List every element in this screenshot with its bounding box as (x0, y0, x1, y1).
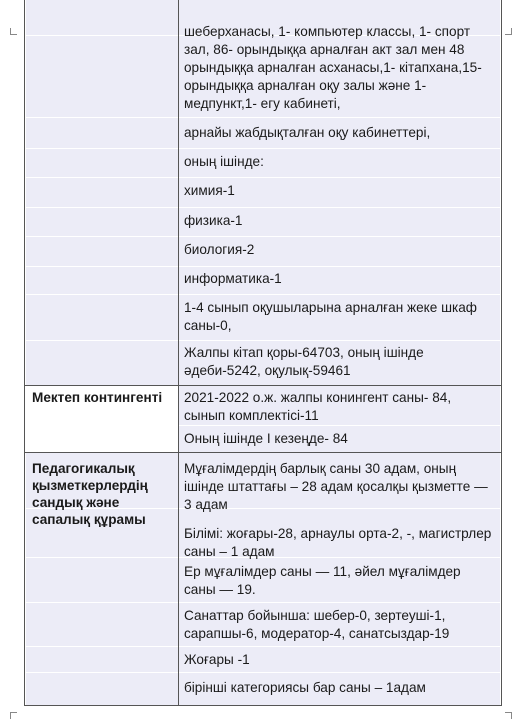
label-cell-shade (26, 0, 178, 385)
facilities-text: биология-2 (184, 242, 255, 257)
facilities-text: информатика-1 (184, 271, 282, 286)
facilities-text: физика-1 (184, 213, 243, 228)
column-divider (178, 0, 179, 706)
table-bottom-border (25, 705, 501, 706)
facilities-text: 1-4 сынып оқушыларына арналған жеке шкаф саны-0, (184, 300, 477, 333)
facilities-text: шеберханасы, 1- компьютер классы, 1- спорт зал, 86- орындыққа арналған акт зал мен 48 орындыққа арналған асханасы,1- кітапхана,15- орындыққа арналған оқу залы және 1- медпункт,1- егу кабинеті, (184, 24, 482, 111)
staff-text: Білімі: жоғары-28, арнаулы орта-2, -, магистрлер саны – 1 адам (184, 526, 492, 559)
staff-text: Ер мұғалімдер саны — 11, әйел мұғалімдер саны — 19. (184, 564, 461, 597)
info-table (24, 0, 502, 706)
staff-text: бірінші категориясы бар саны – 1адам (184, 680, 426, 695)
row-label-teaching-staff: Педагогикалық қызметкерлердің сандық және сапалық құрамы (32, 461, 148, 527)
staff-text: Мұғалімдердің барлық саны 30 адам, оның ішінде штаттағы – 28 адам қосалқы қызметте — 3 адам (184, 461, 488, 512)
page-corner-mark (505, 712, 512, 719)
page-corner-mark (10, 712, 17, 719)
contingent-text: 2021-2022 о.ж. жалпы конингент саны- 84, сынып комплектісі-11 (184, 390, 452, 423)
row-divider (25, 452, 501, 453)
page-corner-mark (505, 28, 512, 35)
facilities-text: химия-1 (184, 183, 235, 198)
staff-text: Жоғары -1 (184, 652, 250, 667)
facilities-text: оның ішінде: (184, 154, 264, 169)
row-label-contingent: Мектеп контингенті (32, 390, 163, 405)
row-divider (25, 385, 501, 386)
facilities-text: Жалпы кітап қоры-64703, оның ішінде әдеби-5242, оқулық-59461 (184, 345, 424, 378)
facilities-text: арнайы жабдықталған оқу кабинеттері, (184, 125, 431, 140)
staff-text: Санаттар бойынша: шебер-0, зертеуші-1, сарапшы-6, модератор-4, санатсыздар-19 (184, 608, 450, 641)
contingent-text: Оның ішінде І кезеңде- 84 (184, 431, 348, 446)
page-corner-mark (10, 28, 17, 35)
